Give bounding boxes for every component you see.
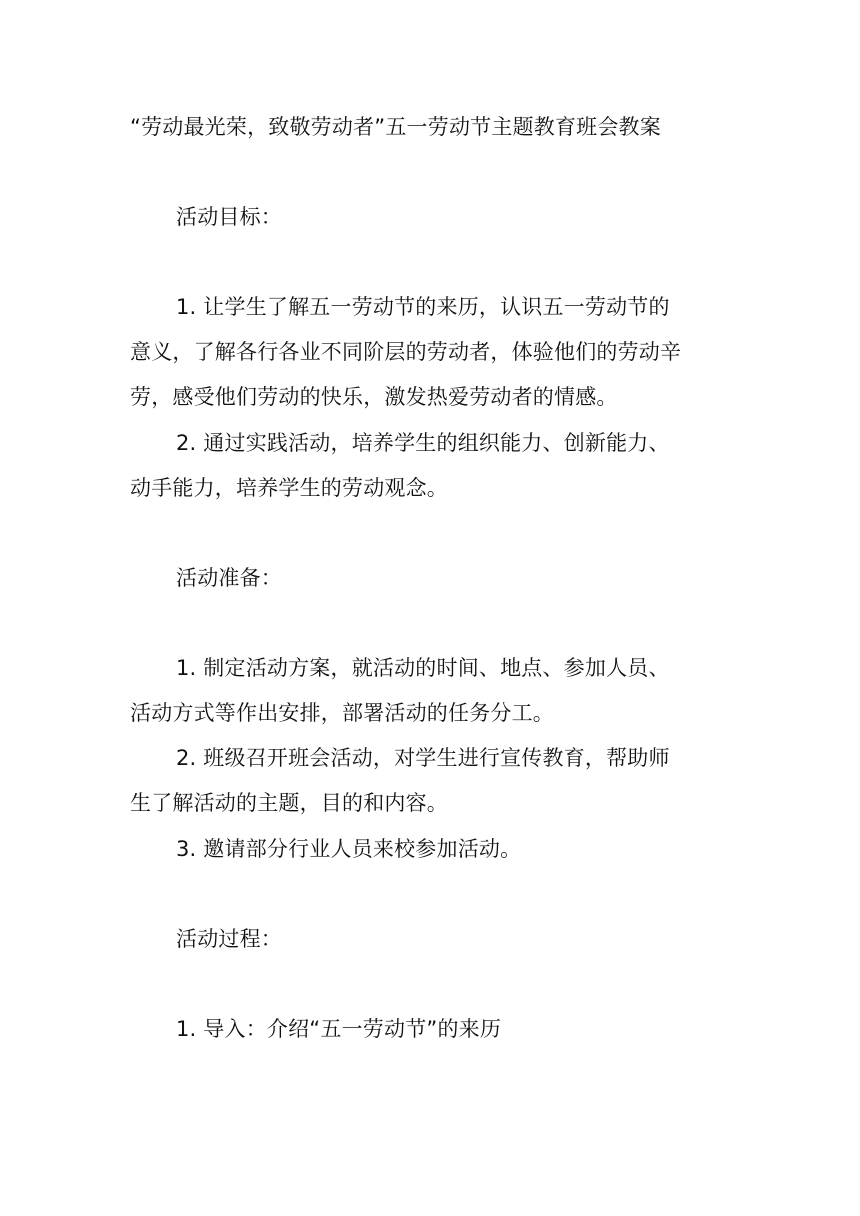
- goals-item-1-line-1: 1. 让学生了解五一劳动节的来历，认识五一劳动节的: [176, 295, 670, 319]
- preparation-item-2-line-1: 2. 班级召开班会活动，对学生进行宣传教育，帮助师: [176, 746, 670, 770]
- goals-item-2-line-2: 动手能力，培养学生的劳动观念。: [130, 476, 448, 500]
- section-heading-process: 活动过程：: [176, 927, 282, 951]
- document-title: “劳动最光荣，致敬劳动者”五一劳动节主题教育班会教案: [130, 115, 661, 139]
- preparation-item-1-line-2: 活动方式等作出安排，部署活动的任务分工。: [130, 701, 554, 725]
- section-heading-preparation: 活动准备：: [176, 566, 282, 590]
- section-heading-goals: 活动目标：: [176, 205, 282, 229]
- goals-item-1-line-2: 意义，了解各行各业不同阶层的劳动者，体验他们的劳动辛: [130, 340, 682, 364]
- process-item-1-line-1: 1. 导入：介绍“五一劳动节”的来历: [176, 1017, 502, 1041]
- goals-item-2-line-1: 2. 通过实践活动，培养学生的组织能力、创新能力、: [176, 431, 670, 455]
- preparation-item-2-line-2: 生了解活动的主题，目的和内容。: [130, 791, 448, 815]
- goals-item-1-line-3: 劳，感受他们劳动的快乐，激发热爱劳动者的情感。: [130, 385, 618, 409]
- preparation-item-1-line-1: 1. 制定活动方案，就活动的时间、地点、参加人员、: [176, 656, 670, 680]
- preparation-item-3-line-1: 3. 邀请部分行业人员来校参加活动。: [176, 837, 522, 861]
